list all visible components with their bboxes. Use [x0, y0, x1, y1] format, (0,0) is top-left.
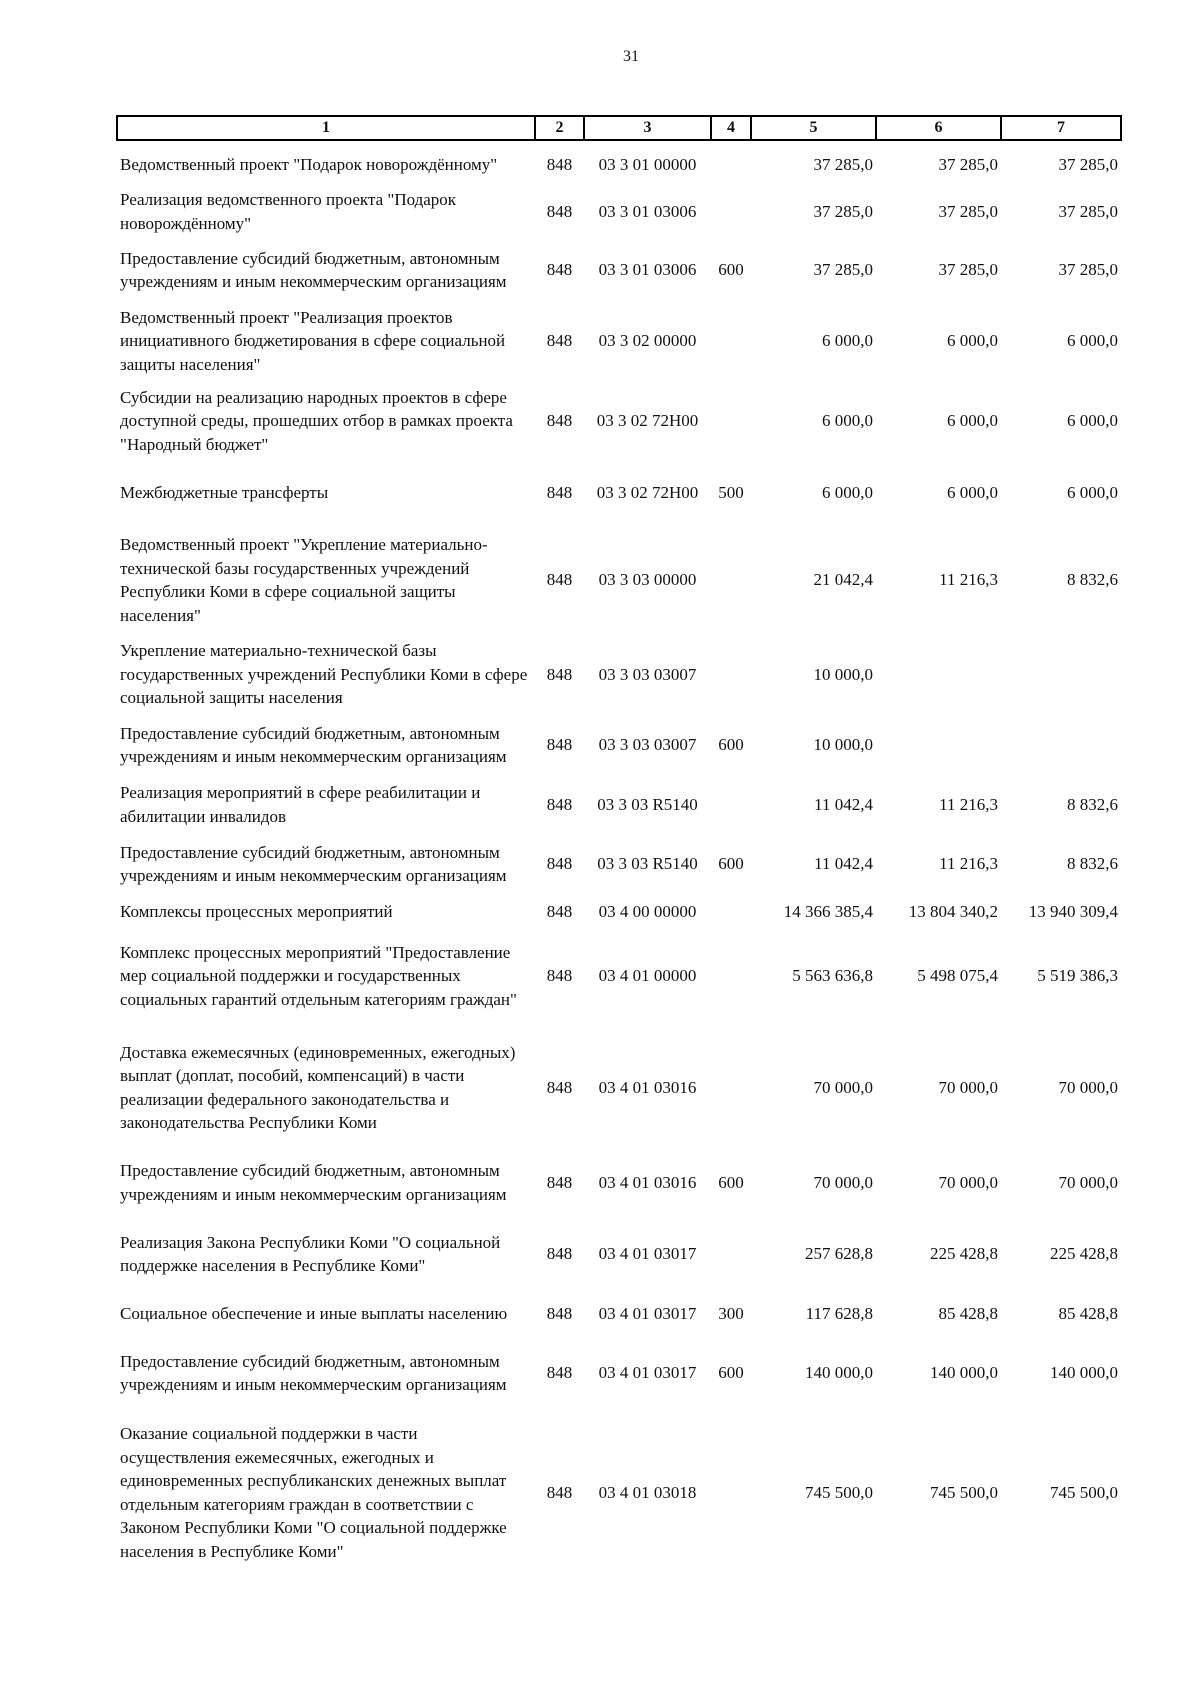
- row-csr: 03 4 01 03017: [598, 1303, 697, 1323]
- row-vr: 300: [718, 1303, 744, 1323]
- row-name: Комплекс процессных мероприятий "Предоставление мер социальной поддержки и государственных социальных гарантий отдельным категориям граждан": [120, 942, 517, 1009]
- row-vr: [711, 140, 751, 188]
- row-vr: [711, 1219, 751, 1290]
- row-value-5: 37 285,0: [813, 201, 873, 221]
- row-grbs: 848: [546, 901, 573, 921]
- header-col-4: 4: [711, 116, 751, 140]
- table-row: [117, 1409, 1121, 1577]
- row-name: Предоставление субсидий бюджетным, автономным учреждениям и иным некоммерческим организациям: [120, 1161, 507, 1204]
- row-value-5: 10 000,0: [813, 735, 873, 755]
- table-row: [117, 781, 1121, 829]
- row-value-7: [1001, 639, 1121, 710]
- row-value-6: [876, 639, 1001, 710]
- row-value-5: 6 000,0: [822, 483, 873, 503]
- row-value-7: 37 285,0: [1058, 201, 1118, 221]
- table-row: [117, 639, 1121, 710]
- table-row: [117, 900, 1121, 924]
- row-name: Ведомственный проект "Укрепление материально-технической базы государственных учреждений Республики Коми в сфере социальной защиты населения": [120, 535, 488, 625]
- row-csr: 03 3 03 R5140: [597, 854, 698, 874]
- row-grbs: 848: [546, 966, 573, 986]
- row-csr: 03 4 01 03018: [598, 1482, 697, 1502]
- table-row: [117, 235, 1121, 305]
- table-row: [117, 1029, 1121, 1147]
- row-csr: 03 3 03 R5140: [597, 794, 698, 814]
- row-csr: 03 4 01 03017: [598, 1363, 697, 1383]
- row-vr: [711, 305, 751, 377]
- row-name: Межбюджетные трансферты: [120, 483, 329, 503]
- row-name: Реализация мероприятий в сфере реабилитации и абилитации инвалидов: [120, 783, 481, 826]
- row-name: Предоставление субсидий бюджетным, автономным учреждениям и иным некоммерческим организациям: [120, 1351, 507, 1394]
- table-row: [117, 465, 1121, 521]
- page-number: 31: [623, 48, 639, 65]
- table-row: [117, 1219, 1121, 1290]
- row-vr: 500: [718, 483, 744, 503]
- row-value-7: 13 940 309,4: [1028, 901, 1118, 921]
- row-csr: 03 3 02 72Н00: [596, 411, 699, 431]
- row-name: Предоставление субсидий бюджетным, автономным учреждениям и иным некоммерческим организациям: [120, 248, 507, 291]
- row-value-6: 11 216,3: [939, 854, 998, 874]
- row-grbs: 848: [546, 854, 573, 874]
- row-value-6: 37 285,0: [938, 201, 998, 221]
- row-name: Предоставление субсидий бюджетным, автономным учреждениям и иным некоммерческим организациям: [120, 723, 507, 766]
- row-value-7: 70 000,0: [1058, 1172, 1118, 1192]
- row-grbs: 848: [546, 570, 573, 590]
- row-csr: 03 3 03 00000: [598, 570, 697, 590]
- row-name: Предоставление субсидий бюджетным, автономным учреждениям и иным некоммерческим организациям: [120, 842, 507, 885]
- row-vr: [711, 924, 751, 1029]
- row-csr: 03 3 01 00000: [598, 154, 697, 174]
- row-value-6: 13 804 340,2: [908, 901, 998, 921]
- row-value-5: 70 000,0: [813, 1172, 873, 1192]
- row-value-6: 37 285,0: [938, 154, 998, 174]
- row-csr: 03 3 02 72Н00: [596, 483, 699, 503]
- table-row: [117, 829, 1121, 900]
- row-value-6: 140 000,0: [930, 1363, 998, 1383]
- row-csr: 03 4 01 03016: [598, 1077, 697, 1097]
- row-vr: [711, 1029, 751, 1147]
- row-csr: 03 4 01 03017: [598, 1244, 697, 1264]
- row-name: Реализация Закона Республики Коми "О социальной поддержке населения в Республике Коми": [120, 1232, 501, 1275]
- row-value-6: 85 428,8: [938, 1303, 998, 1323]
- row-vr: [711, 377, 751, 465]
- row-vr: [711, 639, 751, 710]
- row-name: Доставка ежемесячных (единовременных, ежегодных) выплат (доплат, пособий, компенсаций) в части реализации федерального законодательства и законодательства Республики Коми: [120, 1042, 516, 1132]
- row-value-7: 5 519 386,3: [1037, 966, 1118, 986]
- row-vr: 600: [718, 854, 744, 874]
- row-csr: 03 4 01 03016: [598, 1172, 697, 1192]
- row-value-6: 745 500,0: [930, 1482, 998, 1502]
- row-name: Укрепление материально-технической базы государственных учреждений Республики Коми в сфере социальной защиты населения: [120, 641, 528, 707]
- row-grbs: 848: [546, 1303, 573, 1323]
- budget-table: [116, 115, 1122, 1577]
- row-value-5: 745 500,0: [805, 1482, 873, 1502]
- row-value-7: 8 832,6: [1067, 570, 1118, 590]
- row-value-5: 140 000,0: [805, 1363, 873, 1383]
- row-value-7: 8 832,6: [1067, 854, 1118, 874]
- row-value-7: 225 428,8: [1050, 1244, 1118, 1264]
- row-grbs: 848: [546, 1482, 573, 1502]
- row-grbs: 848: [546, 1244, 573, 1264]
- header-col-2: 2: [535, 116, 584, 140]
- table-row: [117, 1338, 1121, 1409]
- row-vr: [711, 1409, 751, 1577]
- table-body: [117, 140, 1121, 1577]
- row-csr: 03 4 00 00000: [598, 901, 697, 921]
- row-value-5: 14 366 385,4: [783, 901, 873, 921]
- row-value-6: 6 000,0: [947, 411, 998, 431]
- row-grbs: 848: [546, 260, 573, 280]
- row-grbs: 848: [546, 154, 573, 174]
- row-vr: [711, 900, 751, 924]
- row-vr: [711, 188, 751, 235]
- row-grbs: 848: [546, 1363, 573, 1383]
- row-grbs: 848: [546, 483, 573, 503]
- row-name: Оказание социальной поддержки в части осуществления ежемесячных, ежегодных и единовременных республиканских денежных выплат отдельным категориям граждан в соответствии с Законом Республики Коми "О социальной поддержке населения в Республике Коми": [120, 1424, 507, 1561]
- row-value-5: 11 042,4: [814, 794, 873, 814]
- header-col-3: 3: [584, 116, 711, 140]
- row-value-7: 745 500,0: [1050, 1482, 1118, 1502]
- row-grbs: 848: [546, 794, 573, 814]
- row-grbs: 848: [546, 331, 573, 351]
- row-csr: 03 4 01 00000: [598, 966, 697, 986]
- row-vr: 600: [718, 1363, 744, 1383]
- row-value-7: [1001, 710, 1121, 781]
- table-row: [117, 377, 1121, 465]
- row-value-6: 11 216,3: [939, 570, 998, 590]
- row-value-5: 11 042,4: [814, 854, 873, 874]
- row-value-7: 85 428,8: [1058, 1303, 1118, 1323]
- row-value-7: 6 000,0: [1067, 411, 1118, 431]
- row-grbs: 848: [546, 411, 573, 431]
- table-row: [117, 1147, 1121, 1219]
- row-name: Социальное обеспечение и иные выплаты населению: [120, 1303, 508, 1323]
- row-value-5: 257 628,8: [805, 1244, 873, 1264]
- row-value-5: 6 000,0: [822, 331, 873, 351]
- row-value-6: 37 285,0: [938, 260, 998, 280]
- row-csr: 03 3 01 03006: [598, 260, 697, 280]
- row-vr: 600: [718, 260, 744, 280]
- row-value-6: [876, 710, 1001, 781]
- row-value-6: 6 000,0: [947, 483, 998, 503]
- table-row: [117, 1290, 1121, 1338]
- row-name: Ведомственный проект "Подарок новорождённому": [120, 154, 498, 174]
- row-grbs: 848: [546, 1172, 573, 1192]
- row-grbs: 848: [546, 1077, 573, 1097]
- row-name: Ведомственный проект "Реализация проектов инициативного бюджетирования в сфере социальной защиты населения": [120, 307, 506, 374]
- row-value-7: 37 285,0: [1058, 260, 1118, 280]
- header-col-1: 1: [117, 116, 535, 140]
- row-value-7: 140 000,0: [1050, 1363, 1118, 1383]
- row-grbs: 848: [546, 735, 573, 755]
- row-value-7: 70 000,0: [1058, 1077, 1118, 1097]
- row-value-5: 37 285,0: [813, 154, 873, 174]
- row-name: Субсидии на реализацию народных проектов в сфере доступной среды, прошедших отбор в рамках проекта "Народный бюджет": [120, 387, 513, 454]
- row-vr: [711, 521, 751, 639]
- table-row: [117, 188, 1121, 235]
- row-value-6: 11 216,3: [939, 794, 998, 814]
- row-vr: 600: [718, 735, 744, 755]
- row-value-5: 37 285,0: [813, 260, 873, 280]
- table-header-row: [117, 116, 1121, 140]
- row-value-6: 6 000,0: [947, 331, 998, 351]
- table-row: [117, 924, 1121, 1029]
- row-name: Комплексы процессных мероприятий: [120, 901, 393, 921]
- header-col-6: 6: [876, 116, 1001, 140]
- table-row: [117, 140, 1121, 188]
- header-col-5: 5: [751, 116, 876, 140]
- row-value-6: 225 428,8: [930, 1244, 998, 1264]
- row-value-7: 6 000,0: [1067, 483, 1118, 503]
- row-value-7: 37 285,0: [1058, 154, 1118, 174]
- row-value-5: 21 042,4: [813, 570, 873, 590]
- row-value-5: 70 000,0: [813, 1077, 873, 1097]
- row-value-7: 6 000,0: [1067, 331, 1118, 351]
- table-row: [117, 710, 1121, 781]
- row-value-5: 10 000,0: [813, 664, 873, 684]
- header-col-7: 7: [1001, 116, 1121, 140]
- table-row: [117, 521, 1121, 639]
- row-value-6: 5 498 075,4: [917, 966, 998, 986]
- row-grbs: 848: [546, 201, 573, 221]
- row-grbs: 848: [546, 664, 573, 684]
- row-value-6: 70 000,0: [938, 1077, 998, 1097]
- row-vr: [711, 781, 751, 829]
- table-row: [117, 305, 1121, 377]
- row-value-6: 70 000,0: [938, 1172, 998, 1192]
- row-value-5: 6 000,0: [822, 411, 873, 431]
- row-vr: 600: [718, 1172, 744, 1192]
- row-value-7: 8 832,6: [1067, 794, 1118, 814]
- row-value-5: 5 563 636,8: [792, 966, 873, 986]
- row-csr: 03 3 01 03006: [598, 201, 697, 221]
- row-value-5: 117 628,8: [805, 1303, 873, 1323]
- row-csr: 03 3 02 00000: [598, 331, 697, 351]
- row-name: Реализация ведомственного проекта "Подарок новорождённому": [120, 190, 457, 233]
- row-csr: 03 3 03 03007: [598, 735, 697, 755]
- row-csr: 03 3 03 03007: [598, 664, 697, 684]
